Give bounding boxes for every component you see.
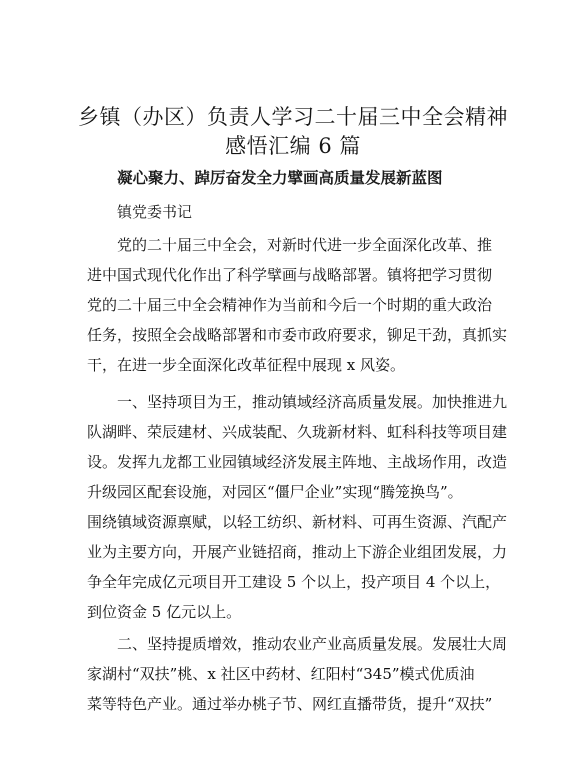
paragraph-2-line-7: 争全年完成亿元项目开工建设 5 个以上，投产项目 4 个以上， <box>87 573 501 591</box>
article-subtitle: 凝心聚力、踔厉奋发全力擘画高质量发展新蓝图 <box>117 168 443 187</box>
document-title-line-1: 乡镇（办区）负责人学习二十届三中全会精神 <box>78 105 508 129</box>
paragraph-2-line-8: 到位资金 5 亿元以上。 <box>87 603 242 621</box>
paragraph-1-line-2: 进中国式现代化作出了科学擘画与战略部署。镇将把学习贯彻 <box>87 266 493 284</box>
paragraph-2-line-3: 设。发挥九龙都工业园镇域经济发展主阵地、主战场作用，改造 <box>87 453 508 471</box>
paragraph-3-line-2: 家湖村“双扶”桃、x 社区中药材、红阳村“345”模式优质油 <box>87 665 475 683</box>
paragraph-2-line-2: 队湖畔、荣辰建材、兴成装配、久珑新材料、虹科科技等项目建 <box>87 423 508 441</box>
paragraph-2-line-4: 升级园区配套设施，对园区“僵尸企业”实现“腾笼换鸟”。 <box>87 483 463 501</box>
paragraph-2-line-1: 一、坚持项目为王，推动镇域经济高质量发展。加快推进九 <box>117 393 508 411</box>
paragraph-3-line-1: 二、坚持提质增效，推动农业产业高质量发展。发展壮大周 <box>117 635 508 653</box>
paragraph-2-line-5: 围绕镇域资源禀赋，以轻工纺织、新材料、可再生资源、汽配产 <box>87 513 508 531</box>
paragraph-1-line-1: 党的二十届三中全会，对新时代进一步全面深化改革、推 <box>117 236 493 254</box>
paragraph-2-line-6: 业为主要方向，开展产业链招商，推动上下游企业组团发展，力 <box>87 543 508 561</box>
article-author: 镇党委书记 <box>117 203 193 221</box>
paragraph-1-line-5: 干，在进一步全面深化改革征程中展现 x 风姿。 <box>87 356 405 374</box>
document-title-line-2: 感悟汇编 6 篇 <box>225 134 361 158</box>
paragraph-1-line-3: 党的二十届三中全会精神作为当前和今后一个时期的重大政治 <box>87 296 493 314</box>
paragraph-3-line-3: 菜等特色产业。通过举办桃子节、网红直播带货，提升“双扶” <box>87 695 493 713</box>
paragraph-1-line-4: 任务，按照全会战略部署和市委市政府要求，铆足干劲，真抓实 <box>87 326 508 344</box>
